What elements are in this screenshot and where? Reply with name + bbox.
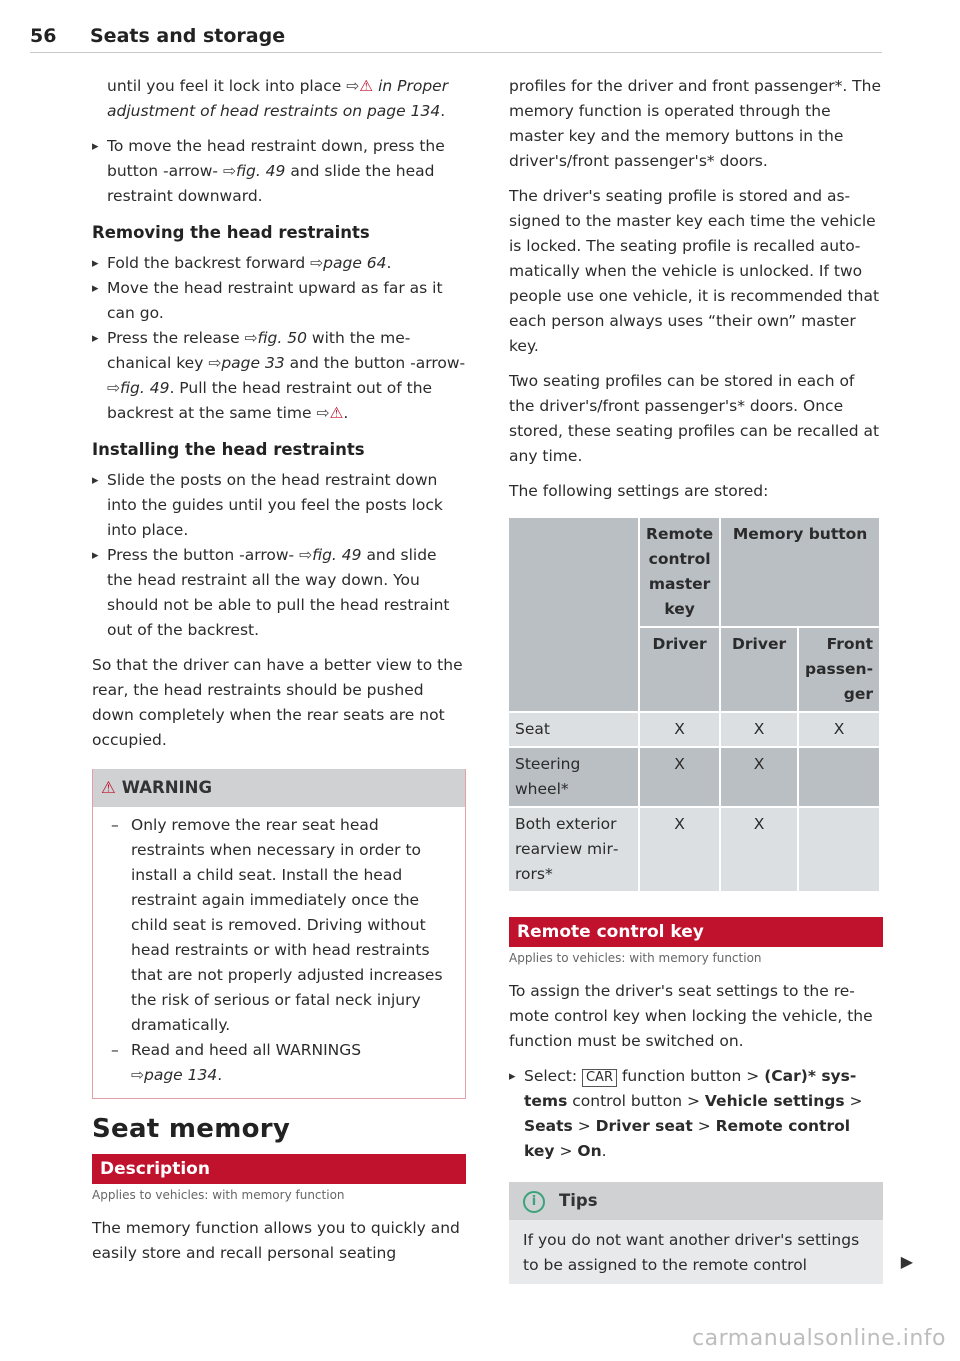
continue-arrow-icon: ▶ [900, 1252, 913, 1271]
cross-reference-link[interactable]: page 134 [144, 1066, 218, 1084]
warning-box [92, 769, 466, 1099]
header-driver: Driver [721, 628, 797, 711]
menu-item: Seats [524, 1117, 573, 1135]
applies-note: Applies to vehicles: with memory function [92, 1188, 345, 1202]
menu-item: Remote control key [524, 1117, 851, 1160]
row-label: Both exterior rearview mirrors* [509, 808, 638, 891]
text: and slide the head restraint all the way down. You should not be able to pull the head restraint out of the backrest. [107, 546, 450, 639]
menu-item: Driver seat [595, 1117, 693, 1135]
text: Select: [524, 1067, 578, 1085]
table-cell: X [640, 713, 719, 746]
row-label: Seat [509, 713, 638, 746]
header-remote-key: Remote control master key [640, 518, 719, 626]
warning-title: WARNING [121, 778, 213, 797]
table-row [509, 808, 879, 891]
warning-body [93, 807, 465, 1098]
arrow-right-icon: ⇨ [131, 1066, 144, 1084]
arrow-right-icon: ⇨ [222, 162, 236, 180]
tips-header [509, 1182, 883, 1220]
tips-box [509, 1182, 913, 1284]
text: . Pull the head restraint out of the backrest at the same time [107, 379, 433, 422]
menu-path-step [509, 1064, 883, 1164]
table-cell: X [799, 713, 879, 746]
warning-triangle-icon: ⚠ [359, 77, 374, 95]
left-column [92, 74, 466, 1266]
paragraph: So that the driver can have a better view to the rear, the head restraints should be pushed down completely when the rear seats are not occupied. [92, 656, 463, 749]
bullet-item: ▸ Move the head restraint upward as far as it can go. [92, 276, 466, 326]
car-button-label: CAR [582, 1069, 617, 1087]
tips-title: Tips [559, 1191, 598, 1210]
remote-control-key-bar: Remote control key [509, 917, 883, 947]
header-memory-button: Memory button [721, 518, 879, 626]
arrow-right-icon: ⇨ [346, 77, 360, 95]
paragraph: Two seating profiles can be stored in each of the driver's/front passenger's* doors. Once stored, these seating profiles can be recalled at any time. [509, 372, 880, 465]
warning-item [103, 1038, 455, 1088]
cross-reference-link[interactable]: in Proper adjustment of head restraints on page 134 [107, 77, 449, 120]
cross-reference-link[interactable]: page 64 [323, 254, 387, 272]
table-corner-cell [509, 518, 638, 711]
seat-memory-title: Seat memory [92, 1114, 291, 1144]
text: Fold the backrest forward [107, 254, 306, 272]
arrow-right-icon: ⇨ [107, 379, 120, 397]
paragraph: The driver's seating profile is stored and assigned to the master key each time the vehicle is locked. The seating profile is recalled automatically when the vehicle is unlocked. If two people use one vehicle, it is recommended that each person always uses “their own” master key. [509, 187, 880, 355]
table-cell: X [721, 748, 797, 806]
menu-item: (Car)* systems [524, 1067, 857, 1110]
paragraph: The memory function allows you to quickly and easily store and recall personal seating [92, 1219, 460, 1262]
text: until you feel it lock into place [107, 77, 342, 95]
text: . [440, 102, 446, 120]
subheading-removing: Removing the head restraints [92, 223, 370, 242]
right-column [509, 74, 913, 1284]
text: . [386, 254, 392, 272]
bullet-item [92, 251, 466, 276]
menu-item: Vehicle settings [704, 1092, 845, 1110]
row-label: Steering wheel* [509, 748, 638, 806]
section-title: Seats and storage [90, 25, 286, 47]
path-separator: > [697, 1117, 711, 1135]
path-separator: > [559, 1142, 573, 1160]
text: Read and heed all WARNINGS [131, 1041, 362, 1059]
cross-reference-link[interactable]: fig. 49 [312, 546, 362, 564]
arrow-right-icon: ⇨ [208, 354, 222, 372]
cross-reference-link[interactable]: fig. 50 [257, 329, 307, 347]
table-cell [799, 748, 879, 806]
paragraph: The following settings are stored: [509, 482, 769, 500]
path-separator: > [686, 1092, 700, 1110]
table-cell: X [721, 808, 797, 891]
text: and slide the head restraint downward. [107, 162, 435, 205]
info-icon: i [523, 1191, 545, 1213]
subheading-installing: Installing the head restraints [92, 440, 365, 459]
header-driver: Driver [640, 628, 719, 711]
text: . [601, 1142, 607, 1160]
watermark: carmanualsonline.info [692, 1326, 946, 1351]
text: Press the release [107, 329, 240, 347]
tips-text: If you do not want another driver's settings to be assigned to the remote control [523, 1231, 860, 1274]
path-separator: > [577, 1117, 591, 1135]
warning-header [93, 769, 465, 807]
arrow-right-icon: ⇨ [316, 404, 330, 422]
warning-item: – Only remove the rear seat head restraints when necessary in order to install a child seat. Install the head restraint again immediately once the child seat is removed. Driving without head restraints or with head restraints that are not properly adjusted increases the risk of serious or fatal neck injury dramatically. [103, 813, 455, 1038]
paragraph: profiles for the driver and front passenger*. The memory function is operated through the master key and the memory buttons in the driver's/front passenger's* doors. [509, 77, 882, 170]
bullet-item: ▸ Press the release ⇨fig. 50 with the mechanical key ⇨page 33 and the button -arrow- ⇨fig. 49. Pull the head restraint out of the backrest at the same time ⇨⚠. [92, 326, 466, 426]
table-cell: X [640, 748, 719, 806]
paragraph: To assign the driver's seat settings to the remote control key when locking the vehicle, the function must be switched on. [509, 982, 873, 1050]
page-number: 56 [30, 25, 57, 47]
table-row [509, 748, 879, 806]
table-header-row [509, 518, 879, 626]
table-cell [799, 808, 879, 891]
memory-settings-table [507, 516, 881, 893]
text: control button [572, 1092, 683, 1110]
text: . [217, 1066, 223, 1084]
page-header [30, 22, 882, 53]
cross-reference-link[interactable]: fig. 49 [120, 379, 170, 397]
applies-note: Applies to vehicles: with memory function [509, 951, 762, 965]
arrow-right-icon: ⇨ [310, 254, 324, 272]
table-cell: X [721, 713, 797, 746]
bullet-item [92, 134, 466, 209]
text: with the mechanical key [107, 329, 411, 372]
cross-reference-link[interactable]: page 33 [221, 354, 285, 372]
bullet-item [92, 543, 466, 643]
warning-triangle-icon: ⚠ [329, 404, 344, 422]
header-front-passenger: Front passenger [799, 628, 879, 711]
path-separator: > [746, 1067, 760, 1085]
text: function button [621, 1067, 742, 1085]
text: Press the button -arrow- [107, 546, 295, 564]
table-row [509, 713, 879, 746]
tips-body [509, 1220, 913, 1284]
arrow-right-icon: ⇨ [244, 329, 258, 347]
bullet-item: ▸ Slide the posts on the head restraint down into the guides until you feel the posts lock into place. [92, 468, 466, 543]
warning-triangle-icon: ⚠ [101, 778, 116, 797]
text: To move the head restraint down, press the button -arrow- [107, 137, 445, 180]
arrow-right-icon: ⇨ [299, 546, 313, 564]
text: and the button -arrow- [289, 354, 466, 372]
cross-reference-link[interactable]: fig. 49 [235, 162, 286, 180]
table-cell: X [640, 808, 719, 891]
path-separator: > [849, 1092, 863, 1110]
continued-step [92, 74, 466, 124]
menu-item: On [577, 1142, 602, 1160]
description-bar: Description [92, 1154, 466, 1184]
